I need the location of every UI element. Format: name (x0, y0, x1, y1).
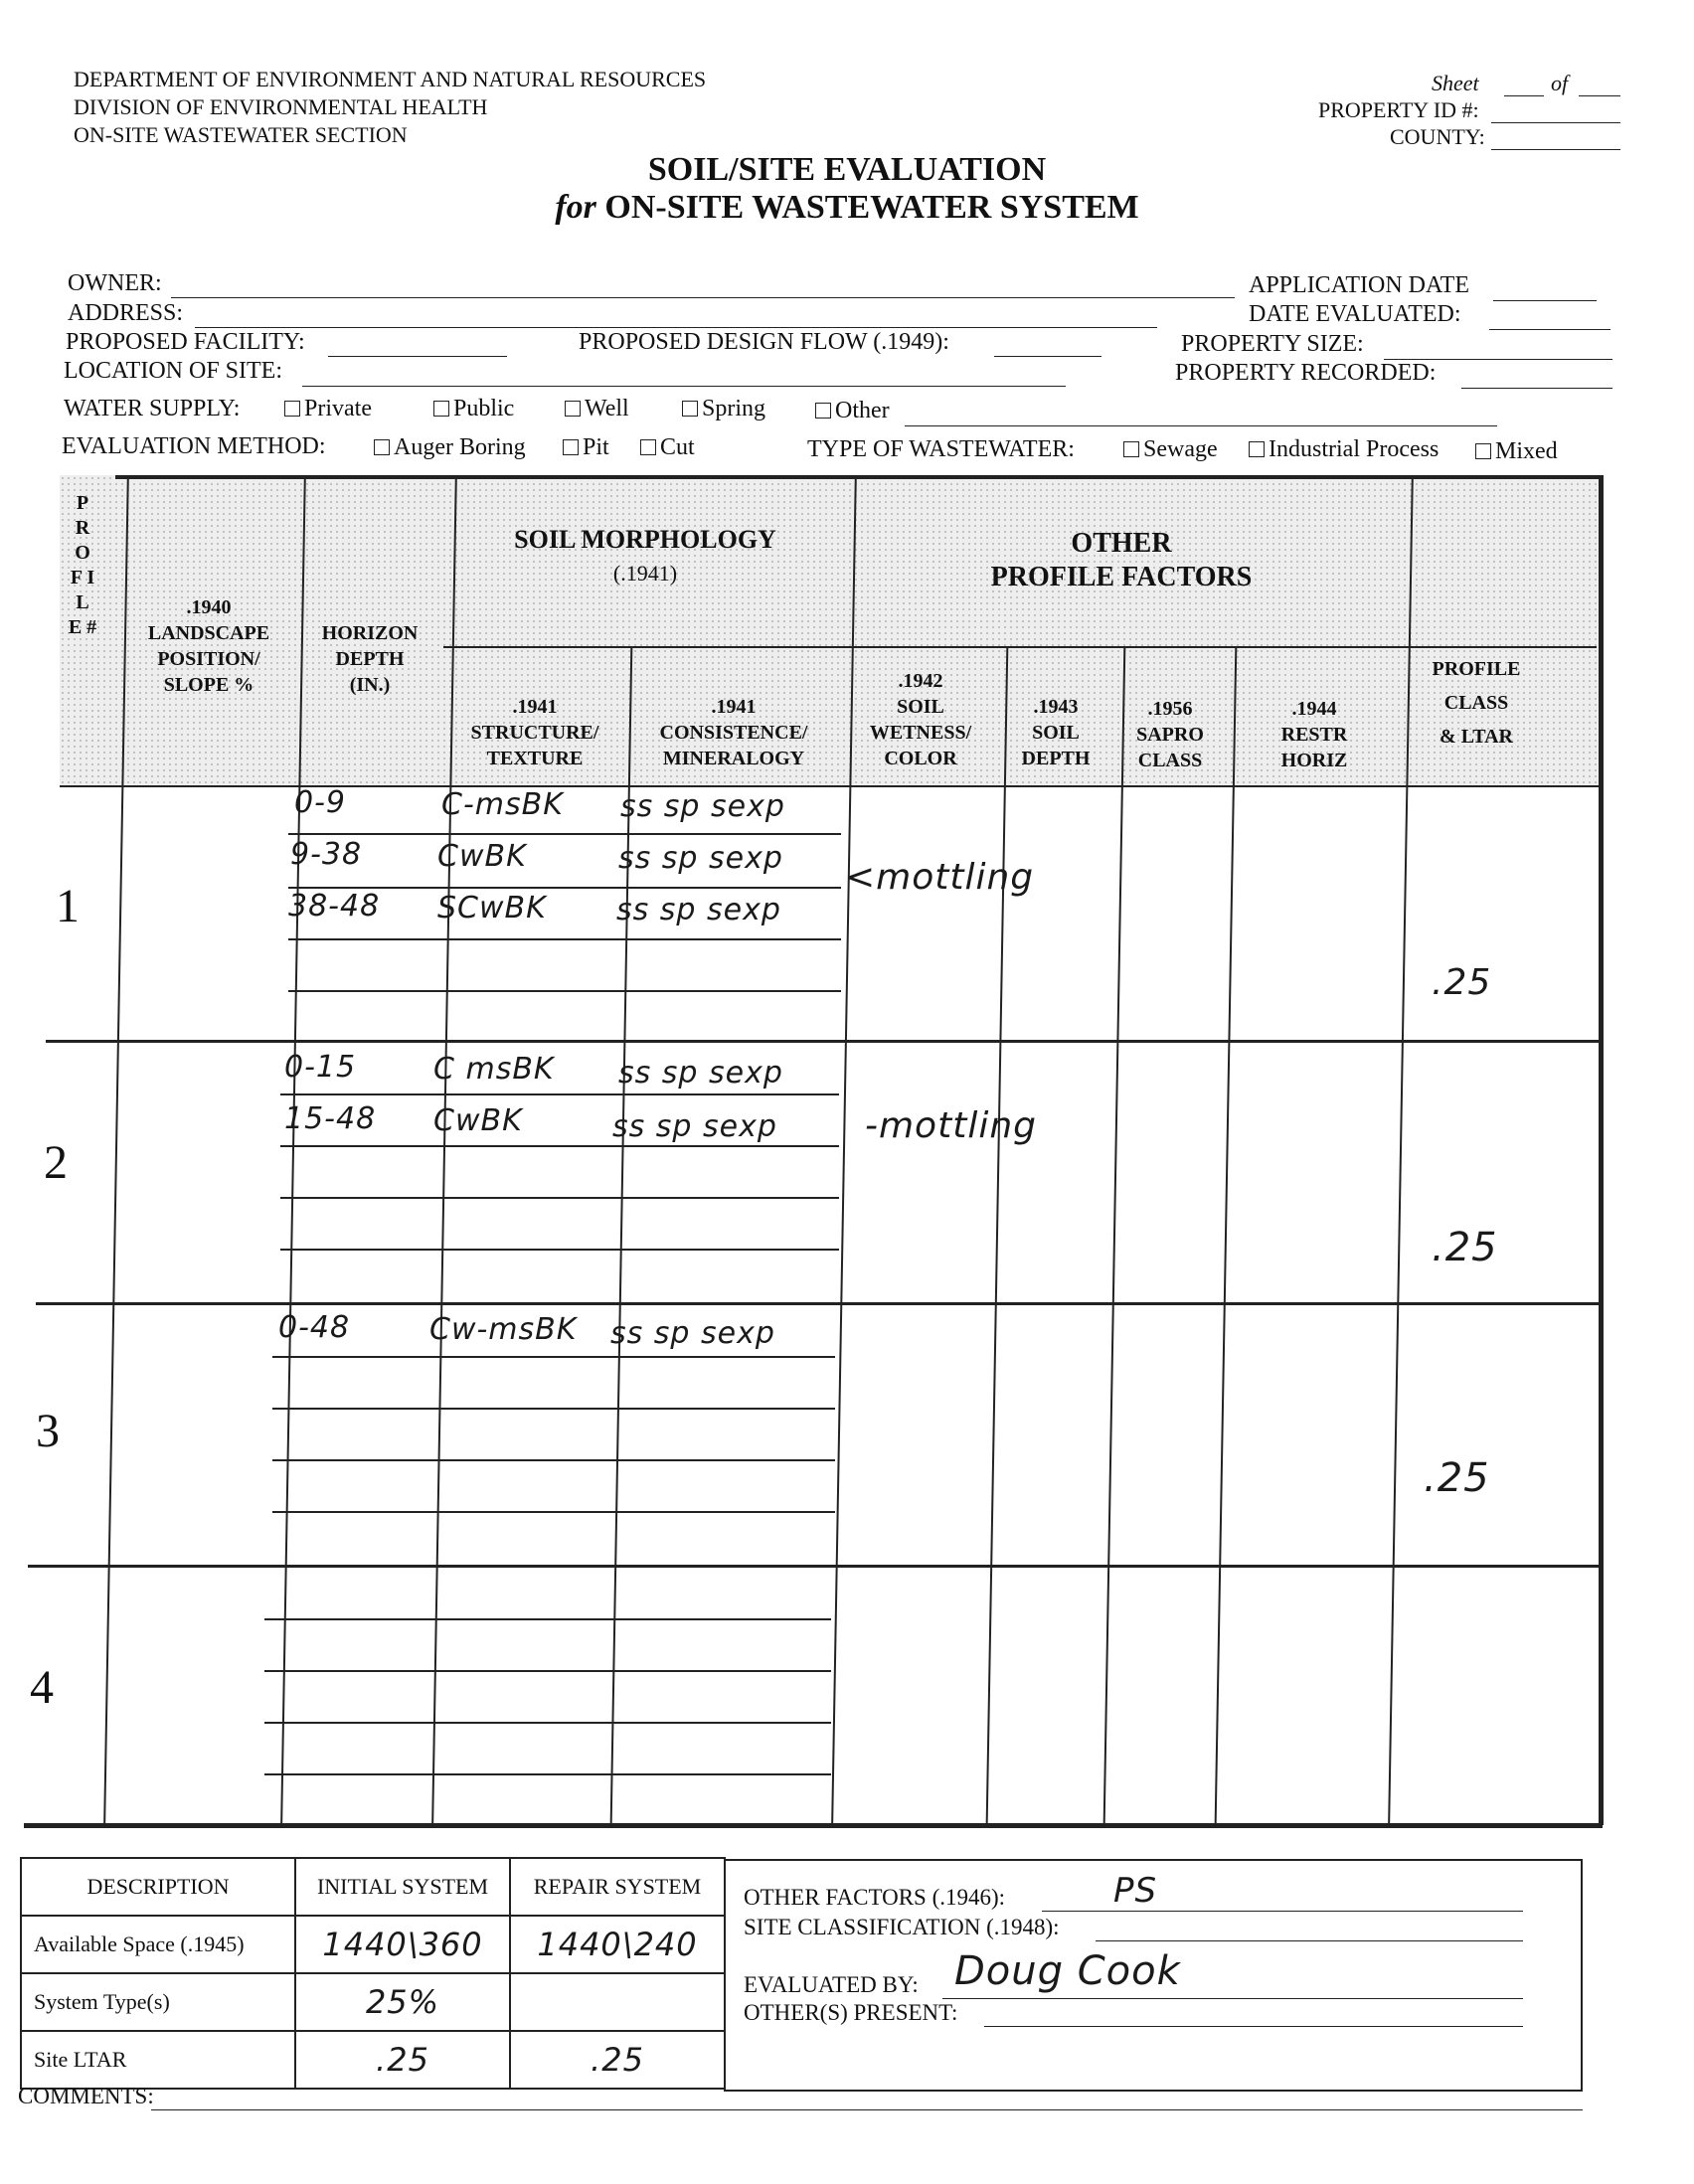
agency-line-1: DEPARTMENT OF ENVIRONMENT AND NATURAL RESOURCES (74, 67, 707, 91)
others-present-field[interactable] (984, 2026, 1523, 2027)
option-label: Auger Boring (394, 434, 526, 460)
address-label: ADDRESS: (68, 300, 184, 326)
horizon-row-line (280, 1093, 839, 1095)
evaluated-by-label: EVALUATED BY: (744, 1972, 919, 1997)
system-summary-table (20, 1857, 726, 2090)
soil-depth-header (998, 694, 1113, 771)
option-label: Public (453, 396, 515, 421)
horizon-row-line (264, 1618, 831, 1620)
profile-header: P R O F I L E # (68, 492, 97, 638)
site-ltar-repair[interactable]: .25 (510, 2031, 725, 2089)
consistence-mineralogy[interactable]: ss sp sexp (610, 1316, 775, 1351)
location-label: LOCATION OF SITE: (64, 358, 282, 384)
option-label: Industrial Process (1269, 436, 1440, 462)
header-line: STRUCTURE/ (470, 722, 599, 744)
restr-header (1229, 696, 1400, 773)
available-space-initial[interactable]: 1440\360 (295, 1916, 510, 1973)
header-line: PROFILE FACTORS (990, 562, 1253, 592)
profile-separator-1 (46, 1040, 1599, 1043)
option-label: Cut (660, 434, 695, 460)
application-date-label: APPLICATION DATE (1249, 272, 1469, 298)
header-line: COLOR (884, 748, 957, 769)
horizon-row-line (272, 1356, 835, 1358)
col-line-sapro (1215, 646, 1238, 1823)
county-label: COUNTY: (1390, 124, 1485, 149)
property-size-label: PROPERTY SIZE: (1181, 331, 1364, 357)
header-line: .1944 (1291, 698, 1337, 720)
option-label: Other (835, 398, 890, 423)
consistence-mineralogy[interactable]: ss sp sexp (618, 841, 783, 876)
header-line: PROFILE (1432, 658, 1521, 680)
horizon-row-line (272, 1408, 835, 1410)
horizon-row-line (288, 938, 841, 940)
option-label: Private (304, 396, 372, 421)
header-line: DEPTH (1021, 748, 1091, 769)
consistence-mineralogy[interactable]: ss sp sexp (620, 789, 785, 824)
header-bottom-line (60, 785, 1601, 787)
profile-separator-2 (36, 1302, 1599, 1305)
table-top-border (115, 475, 1601, 479)
available-space-repair[interactable]: 1440\240 (510, 1916, 725, 1973)
horizon-depth[interactable]: 15-48 (284, 1101, 377, 1136)
structure-texture[interactable]: Cw-msBK (429, 1312, 578, 1347)
col-line-soil-depth (1103, 646, 1126, 1823)
option-label: Pit (583, 434, 609, 460)
structure-texture[interactable]: C-msBK (441, 787, 564, 822)
evaluated-by-field[interactable] (942, 1998, 1523, 1999)
date-evaluated-label: DATE EVALUATED: (1249, 301, 1461, 327)
profile-number: 2 (44, 1136, 68, 1189)
sheet-label: Sheet (1432, 71, 1479, 95)
horizon-row-line (280, 1197, 839, 1199)
structure-texture[interactable]: CwBK (433, 1103, 523, 1138)
consistence-mineralogy[interactable]: ss sp sexp (616, 893, 781, 927)
wetness-note[interactable]: <mottling (845, 857, 1035, 898)
structure-header (447, 694, 622, 771)
summary-row-label: Site LTAR (21, 2031, 295, 2089)
site-classification-label: SITE CLASSIFICATION (.1948): (744, 1915, 1060, 1939)
consistence-header (624, 694, 843, 771)
header-line: HORIZ (1280, 750, 1348, 771)
design-flow-label: PROPOSED DESIGN FLOW (.1949): (579, 329, 949, 355)
other-factors-field[interactable] (1042, 1911, 1523, 1912)
evaluated-by-signature[interactable]: Doug Cook (954, 1948, 1181, 1994)
consistence-mineralogy[interactable]: ss sp sexp (618, 1056, 783, 1091)
class-header (1402, 652, 1551, 754)
horizon-depth[interactable]: 0-48 (278, 1310, 351, 1345)
header-line: SOIL MORPHOLOGY (514, 525, 776, 554)
table-bottom-border (24, 1823, 1603, 1828)
header-line: SOIL (1032, 722, 1080, 744)
horizon-header (296, 620, 443, 698)
title-for: for (555, 189, 596, 226)
title-line-2-rest: ON-SITE WASTEWATER SYSTEM (604, 189, 1139, 226)
header-line: CLASS (1137, 750, 1203, 771)
header-line: CLASS (1443, 692, 1509, 714)
header-line: SLOPE % (163, 674, 254, 696)
proposed-facility-label: PROPOSED FACILITY: (66, 329, 305, 355)
agency-line-2: DIVISION OF ENVIRONMENTAL HEALTH (74, 94, 488, 119)
header-line: DEPTH (335, 648, 405, 670)
table-right-border (1599, 475, 1604, 1825)
header-line: .1943 (1033, 696, 1079, 718)
horizon-depth[interactable]: 0-15 (284, 1050, 357, 1085)
option-label: Well (585, 396, 629, 421)
header-line: .1956 (1147, 698, 1193, 720)
header-line: HORIZON (321, 622, 419, 644)
header-line: CONSISTENCE/ (659, 722, 808, 744)
option-label: Sewage (1143, 436, 1218, 462)
landscape-header (125, 594, 292, 698)
header-line: .1941 (711, 696, 757, 718)
horizon-row-line (264, 1670, 831, 1672)
wastewater-type-label: TYPE OF WASTEWATER: (807, 436, 1075, 462)
header-line: TEXTURE (486, 748, 584, 769)
site-classification-field[interactable] (1096, 1940, 1523, 1941)
others-present-label: OTHER(S) PRESENT: (744, 2000, 958, 2025)
horizon-row-line (272, 1459, 835, 1461)
comments-field[interactable] (151, 2109, 1583, 2110)
profile-ltar[interactable]: .25 (1424, 1455, 1490, 1501)
header-line: (.1941) (612, 561, 678, 586)
horizon-row-line (280, 1249, 839, 1251)
water-supply-label: WATER SUPPLY: (64, 396, 241, 421)
owner-label: OWNER: (68, 270, 162, 296)
profile-number: 3 (36, 1405, 60, 1457)
agency-line-3: ON-SITE WASTEWATER SECTION (74, 122, 408, 147)
header-line: LANDSCAPE (147, 622, 270, 644)
option-label: Spring (702, 396, 766, 421)
horizon-depth[interactable]: 38-48 (288, 889, 381, 924)
header-line: .1941 (512, 696, 558, 718)
profile-ltar[interactable]: .25 (1432, 962, 1492, 1003)
property-recorded-label: PROPERTY RECORDED: (1175, 360, 1437, 386)
horizon-depth[interactable]: 0-9 (294, 785, 346, 820)
summary-row-label: System Type(s) (21, 1973, 295, 2031)
summary-col-repair: REPAIR SYSTEM (510, 1858, 725, 1916)
summary-col-initial: INITIAL SYSTEM (295, 1858, 510, 1916)
summary-row-label: Available Space (.1945) (21, 1916, 295, 1973)
structure-texture[interactable]: SCwBK (437, 891, 547, 925)
system-type-initial[interactable]: 25% (295, 1973, 510, 2031)
header-line: SOIL (897, 696, 944, 718)
header-line: .1940 (186, 596, 232, 618)
horizon-row-line (272, 1511, 835, 1513)
horizon-row-line (264, 1773, 831, 1775)
header-line: OTHER (1071, 528, 1172, 559)
other-factors-header (845, 527, 1398, 594)
wetness-header (845, 668, 996, 771)
horizon-row-line (264, 1722, 831, 1724)
header-line: MINERALOGY (662, 748, 805, 769)
title-line-1: SOIL/SITE EVALUATION (647, 151, 1047, 188)
option-label: Mixed (1495, 438, 1558, 464)
profile-number: 1 (56, 880, 80, 932)
other-factors-label: OTHER FACTORS (.1946): (744, 1885, 1006, 1910)
header-line: POSITION/ (157, 648, 260, 670)
profile-separator-3 (28, 1565, 1599, 1568)
other-factors-value[interactable]: PS (1113, 1871, 1158, 1911)
system-type-repair[interactable] (510, 1973, 725, 2031)
header-line: WETNESS/ (869, 722, 972, 744)
header-line: .1942 (898, 670, 943, 692)
structure-texture[interactable]: C msBK (433, 1052, 555, 1087)
horizon-row-line (288, 833, 841, 835)
horizon-row-line (288, 990, 841, 992)
header-divider (443, 646, 1597, 648)
summary-col-description: DESCRIPTION (21, 1858, 295, 1916)
site-ltar-initial[interactable]: .25 (295, 2031, 510, 2089)
horizon-row-line (280, 1145, 839, 1147)
horizon-depth[interactable]: 9-38 (290, 837, 363, 872)
structure-texture[interactable]: CwBK (437, 839, 527, 874)
col-line-wetness (986, 646, 1009, 1823)
header-line: & LTAR (1440, 726, 1513, 748)
header-line: RESTR (1280, 724, 1348, 746)
profile-ltar[interactable]: .25 (1432, 1225, 1498, 1270)
evaluation-method-label: EVALUATION METHOD: (62, 433, 326, 459)
wetness-note[interactable]: -mottling (865, 1105, 1037, 1146)
property-id-label: PROPERTY ID #: (1318, 97, 1479, 122)
header-line: SAPRO (1136, 724, 1204, 746)
sapro-header (1115, 696, 1225, 773)
soil-morphology-header (447, 523, 843, 590)
comments-label: COMMENTS: (18, 2084, 154, 2108)
profile-number: 4 (30, 1661, 54, 1714)
header-line: (IN.) (349, 674, 391, 696)
consistence-mineralogy[interactable]: ss sp sexp (612, 1109, 777, 1144)
of-label: of (1551, 71, 1569, 95)
